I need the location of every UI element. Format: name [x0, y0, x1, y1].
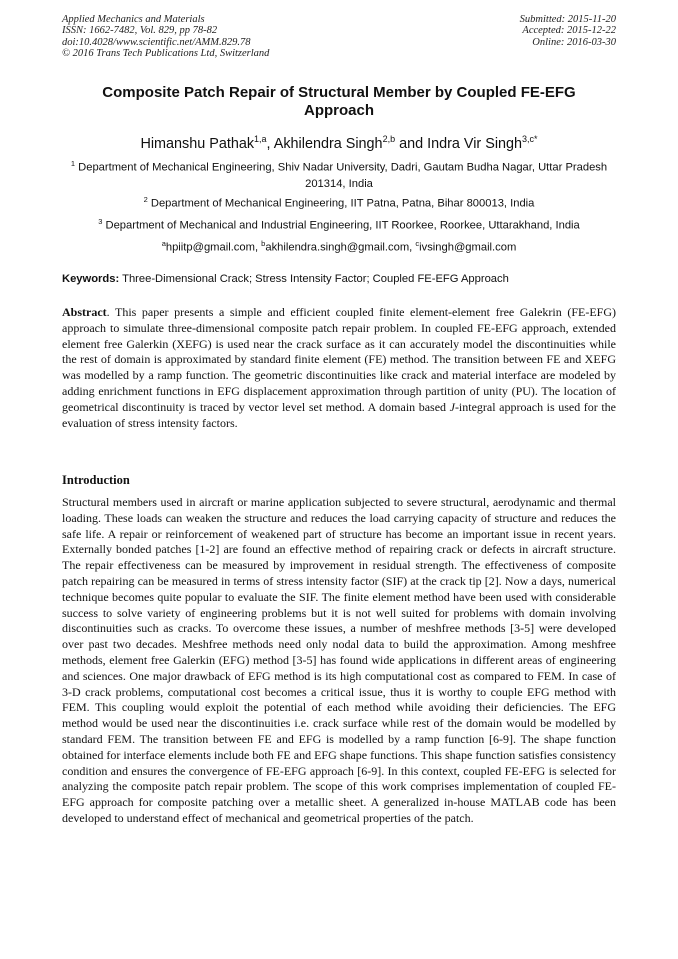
- section-heading-introduction: Introduction: [62, 473, 130, 487]
- submitted-date: Submitted: 2015-11-20: [519, 14, 616, 25]
- abstract: [62, 305, 616, 431]
- title-line-2: Approach: [303, 102, 374, 119]
- publication-dates: [520, 14, 616, 48]
- accepted-date: Accepted: 2015-12-22: [522, 25, 616, 37]
- email-mark: c: [415, 239, 420, 248]
- doi-line: doi:10.4028/www.scientific.net/AMM.829.78: [62, 36, 251, 48]
- affiliation-2: [62, 192, 616, 212]
- author-list: [62, 130, 616, 153]
- author-name: Indra Vir Singh: [427, 135, 523, 152]
- author-name: Akhilendra Singh: [273, 135, 383, 152]
- abstract-text: . This paper presents a simple and efficient coupled finite element-element free Galekrin (FE-EFG) approach to simulate three-dimensional composite patch repair problem. In coupled FE-EFG approach, extended element free Galerkin (XEFG) is used near the crack surface as it can accurately model the discontinuities while the rest of domain is approximated by standard finite element (FE) method. The transition between FE and XEFG was modelled by a ramp function. The geometric discontinuities like crack and material interface are modeled by adding enrichment functions in EFG displacement approximation through partition of unity (PU). The location of geometrical discontinuity is traced by vector level set method. A domain based: [62, 305, 616, 414]
- author-affiliation-mark: 3,c*: [522, 134, 538, 144]
- author-name: Himanshu Pathak: [140, 135, 255, 152]
- paper-title: [62, 84, 616, 120]
- email-mark: b: [261, 239, 266, 248]
- author-separator: and: [395, 135, 428, 152]
- copyright-line: © 2016 Trans Tech Publications Ltd, Switzerland: [62, 48, 270, 60]
- email-separator: ,: [254, 241, 262, 254]
- j-integral-symbol: J: [449, 399, 455, 414]
- introduction-body: Structural members used in aircraft or marine application subjected to severe structural, aerodynamic and thermal loading. These loads can weaken the structure and reduces the load carrying capacity of structure and reduces the safe life. A repair or reinforcement of weakened part of structure has become an important issue in recent years. Externally bonded patches [1-2] are found an effective method of repairing crack or defects in aircraft structure. The repair effectiveness can be measured by improvement in residual strength. The effectiveness of composite patch repairing can be measured in terms of stress intensity factor (SIF) at the crack tip [2]. Now a days, numerical technique becomes quite popular to evaluate the SIF. The finite element method have been used with considerable success to solve variety of engineering problems but it is not well suited for problems with domain involving discontinuities such as cracks. To overcome these issues, a number of meshfree methods [3-5] were developed over past two decades. Meshfree methods need only nodal data to build the approximation. Among meshfree methods, element free Galerkin (EFG) method [3-5] has found wide applications in different areas of engineering and sciences. One major drawback of EFG method is its high computational cost as compared to FEM. In case of 3-D crack problems, computational cost becomes a critical issue, thus it is worthy to couple EFG method with FEM. This coupling would exploit the potential of each method while avoiding their deficiencies. The EFG method would be used near the discontinuities i.e. crack surface while rest of the domain would be modelled by standard FEM. The transition between FE and EFG is modelled by a ramp function [6-9]. The shape function obtained for interface elements include both FE and EFG shape functions. This shape function satisfies consistency condition and ensures the convergence of FE-EFG approach [6-9]. In this context, coupled FE-EFG is selected for analyzing the composite patch repair problem. The scope of this work comprises implementation of coupled FE-EFG approach for composite patching over a metallic sheet. A generalized in-house MATLAB code has been developed to understand effect of mechanical and geometrical properties of the patch.: [62, 495, 616, 825]
- affiliation-number: 1: [70, 159, 76, 168]
- online-date: Online: 2016-03-30: [532, 36, 616, 48]
- affiliation-text: Department of Mechanical Engineering, Shiv Nadar University, Dadri, Gautam Budha Nagar, Uttar Pradesh 201314, India: [78, 161, 608, 190]
- abstract-text-end: -integral approach is used for the evaluation of stress intensity factors.: [62, 399, 617, 430]
- author-affiliation-mark: 1,a: [254, 134, 267, 144]
- keywords: [62, 271, 616, 287]
- affiliation-text: Department of Mechanical and Industrial Engineering, IIT Roorkee, Roorkee, Uttarakhand, India: [105, 219, 580, 232]
- journal-info: [62, 14, 269, 60]
- affiliation-3: [62, 214, 616, 234]
- email-address[interactable]: hpiitp@gmail.com: [165, 241, 255, 254]
- title-line-1: Composite Patch Repair of Structural Member by Coupled FE-EFG: [102, 84, 576, 101]
- email-separator: ,: [409, 241, 416, 254]
- affiliation-number: 3: [98, 217, 103, 226]
- journal-name: Applied Mechanics and Materials: [62, 14, 205, 25]
- affiliation-number: 2: [143, 195, 148, 204]
- issn-line: ISSN: 1662-7482, Vol. 829, pp 78-82: [62, 25, 218, 37]
- keywords-label: Keywords:: [62, 273, 120, 285]
- email-address[interactable]: akhilendra.singh@gmail.com: [265, 241, 410, 254]
- email-list: [62, 236, 616, 256]
- affiliation-text: Department of Mechanical Engineering, IIT Patna, Patna, Bihar 800013, India: [150, 197, 535, 210]
- email-mark: a: [161, 239, 166, 248]
- author-affiliation-mark: 2,b: [382, 134, 396, 144]
- affiliation-1: [62, 156, 616, 192]
- keywords-text: Three-Dimensional Crack; Stress Intensity Factor; Coupled FE-EFG Approach: [122, 273, 509, 285]
- abstract-label: Abstract: [62, 305, 107, 319]
- email-address[interactable]: ivsingh@gmail.com: [419, 241, 517, 254]
- author-separator: ,: [266, 135, 274, 152]
